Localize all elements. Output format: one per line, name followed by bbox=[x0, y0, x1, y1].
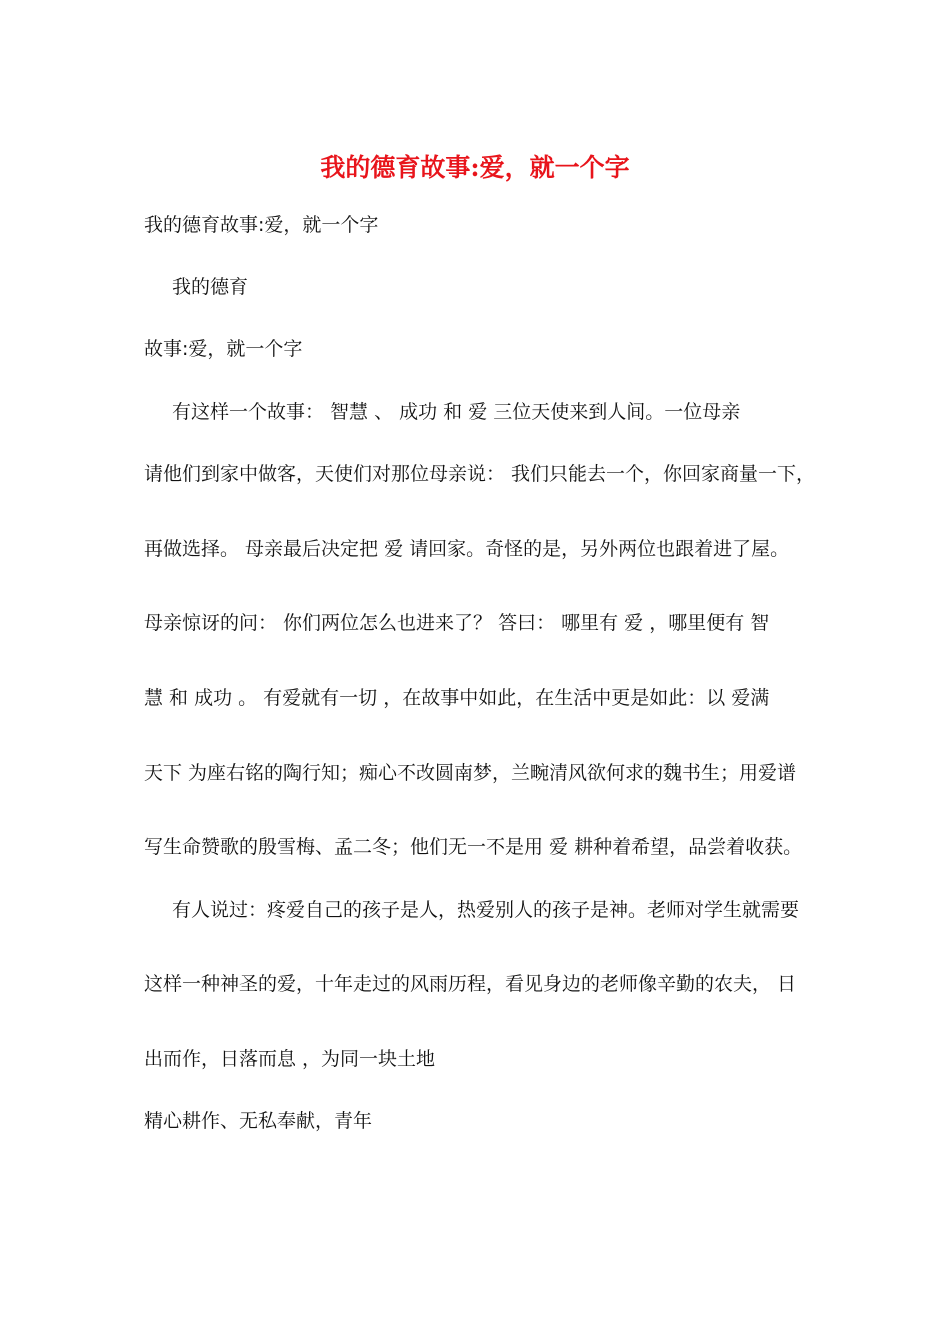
text-line: 请他们到家中做客，天使们对那位母亲说： 我们只能去一个，你回家商量一下， bbox=[144, 463, 816, 485]
document-title: 我的德育故事:爱，就一个字 bbox=[320, 153, 630, 182]
text-line: 我的德育 bbox=[172, 276, 249, 298]
text-line: 慧 和 成功 。 有爱就有一切 ，在故事中如此，在生活中更是如此：以 爱满 bbox=[144, 687, 770, 709]
text-line: 这样一种神圣的爱，十年走过的风雨历程，看见身边的老师像辛勤的农夫， 日 bbox=[144, 973, 797, 995]
text-line: 故事:爱，就一个字 bbox=[144, 338, 303, 360]
text-line: 出而作，日落而息 ，为同一块土地 bbox=[144, 1048, 436, 1070]
text-line: 再做选择。 母亲最后决定把 爱 请回家。奇怪的是，另外两位也跟着进了屋。 bbox=[144, 538, 790, 560]
text-line: 精心耕作、无私奉献，青年 bbox=[144, 1110, 373, 1132]
text-line: 有这样一个故事： 智慧 、 成功 和 爱 三位天使来到人间。一位母亲 bbox=[172, 401, 741, 423]
text-line: 写生命赞歌的殷雪梅、孟二冬；他们无一不是用 爱 耕种着希望，品尝着收获。 bbox=[144, 836, 803, 858]
text-line: 天下 为座右铭的陶行知；痴心不改圆南梦，兰畹清风欲何求的魏书生；用爱谱 bbox=[144, 762, 797, 784]
text-line: 母亲惊讶的问： 你们两位怎么也进来了？ 答曰： 哪里有 爱 ，哪里便有 智 bbox=[144, 612, 770, 634]
text-line: 我的德育故事:爱，就一个字 bbox=[144, 214, 379, 236]
text-line: 有人说过：疼爱自己的孩子是人，热爱别人的孩子是神。老师对学生就需要 bbox=[172, 899, 800, 921]
